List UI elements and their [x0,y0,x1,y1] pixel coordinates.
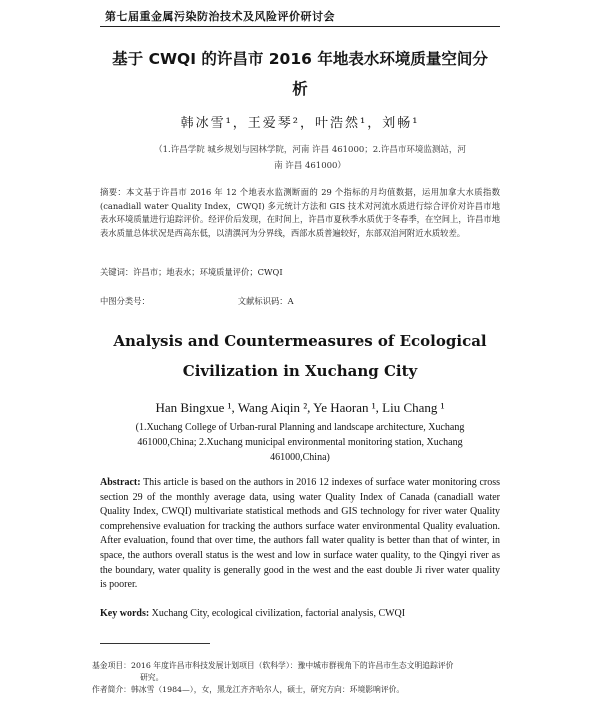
english-affiliation-line-1: (1.Xuchang College of Urban-rural Planning and landscape architecture, Xuchang [135,422,465,433]
english-title-line-1: Analysis and Countermeasures of Ecological [113,332,487,350]
fund-note: 基金项目：2016 年度许昌市科技发展计划项目（软科学）：豫中城市群视角下的许昌市生态文明追踪评价 [92,661,454,670]
english-affiliation [120,420,480,465]
chinese-affiliation-line-2: 南 许昌 461000） [274,161,346,171]
chinese-title [110,44,490,104]
chinese-classification [100,295,500,307]
chinese-title-line-1: 基于 CWQI 的许昌市 2016 年地表水环境质量空间分 [112,50,488,68]
author-bio-note: 作者简介：韩冰雪（1984—），女，黑龙江齐齐哈尔人，硕士，研究方向：环境影响评价。 [92,685,405,694]
running-header: 第七届重金属污染防治技术及风险评价研讨会 [105,10,335,23]
header-divider [100,26,500,27]
classification-number-label: 中图分类号： [100,296,150,306]
fund-note-continued: 研究。 [140,673,164,682]
english-authors: Han Bingxue ¹, Wang Aiqin ², Ye Haoran ¹, Liu Chang ¹ [155,400,445,415]
footnote-divider [100,643,210,644]
chinese-keywords: 关键词：许昌市；地表水；环境质量评价；CWQI [100,267,283,277]
english-keywords [100,608,500,619]
english-title [100,326,500,386]
english-title-line-2: Civilization in Xuchang City [182,362,418,380]
english-affiliation-line-2: 461000,China; 2.Xuchang municipal environmental monitoring station, Xuchang [137,437,463,448]
footnotes [92,660,512,696]
english-keywords-label: Key words: [100,608,150,619]
english-abstract-label: Abstract: [100,477,141,488]
english-affiliation-line-3: 461000,China) [270,452,330,463]
chinese-title-line-2: 析 [292,80,308,98]
english-abstract [100,476,500,593]
chinese-affiliation-line-1: （1.许昌学院 城乡规划与园林学院，河南 许昌 461000；2.许昌市环境监测站，河 [154,145,466,155]
english-abstract-text: This article is based on the authors in 2016 12 indexes of surface water monitoring cross section 29 of the monthly average data, using water Quality Index of Canada (canadiall water Quality Index, CWQI) multivariate statistical methods and GIS technology for river water Quality comprehensive evaluation for tracking the authors surface water environmental Quality evaluation. After evaluation, found that over time, the authors fall water quality is better than that of winter, in space, the authors overall status is the west and low in surface water quality, to the Qingyi river as the boundary, water quality is generally good in the west and the east double Ji river water quality is poorer. [100,477,500,591]
english-keywords-text: Xuchang City, ecological civilization, factorial analysis, CWQI [151,608,406,619]
chinese-authors: 韩冰雪¹，王爱琴²，叶浩然¹，刘畅¹ [180,116,420,131]
chinese-affiliation [120,142,500,174]
chinese-abstract: 摘要：本文基于许昌市 2016 年 12 个地表水监测断面的 29 个指标的月均值数据，运用加拿大水质指数(canadiall water Quality Index，CWQI) 多元统计方法和 GIS 技术对河流水质进行综合评价对许昌市地表水环境质量进行追踪评价。经评价后发现，在时间上，许昌市夏秋季水质优于冬春季，在空间上，许昌市地表水质量总体状况是西高东低，以清潩河为分界线，西部水质普遍较好，东部双洎河附近水质较差。 [100,187,500,238]
document-code: 文献标识码：A [237,296,294,306]
